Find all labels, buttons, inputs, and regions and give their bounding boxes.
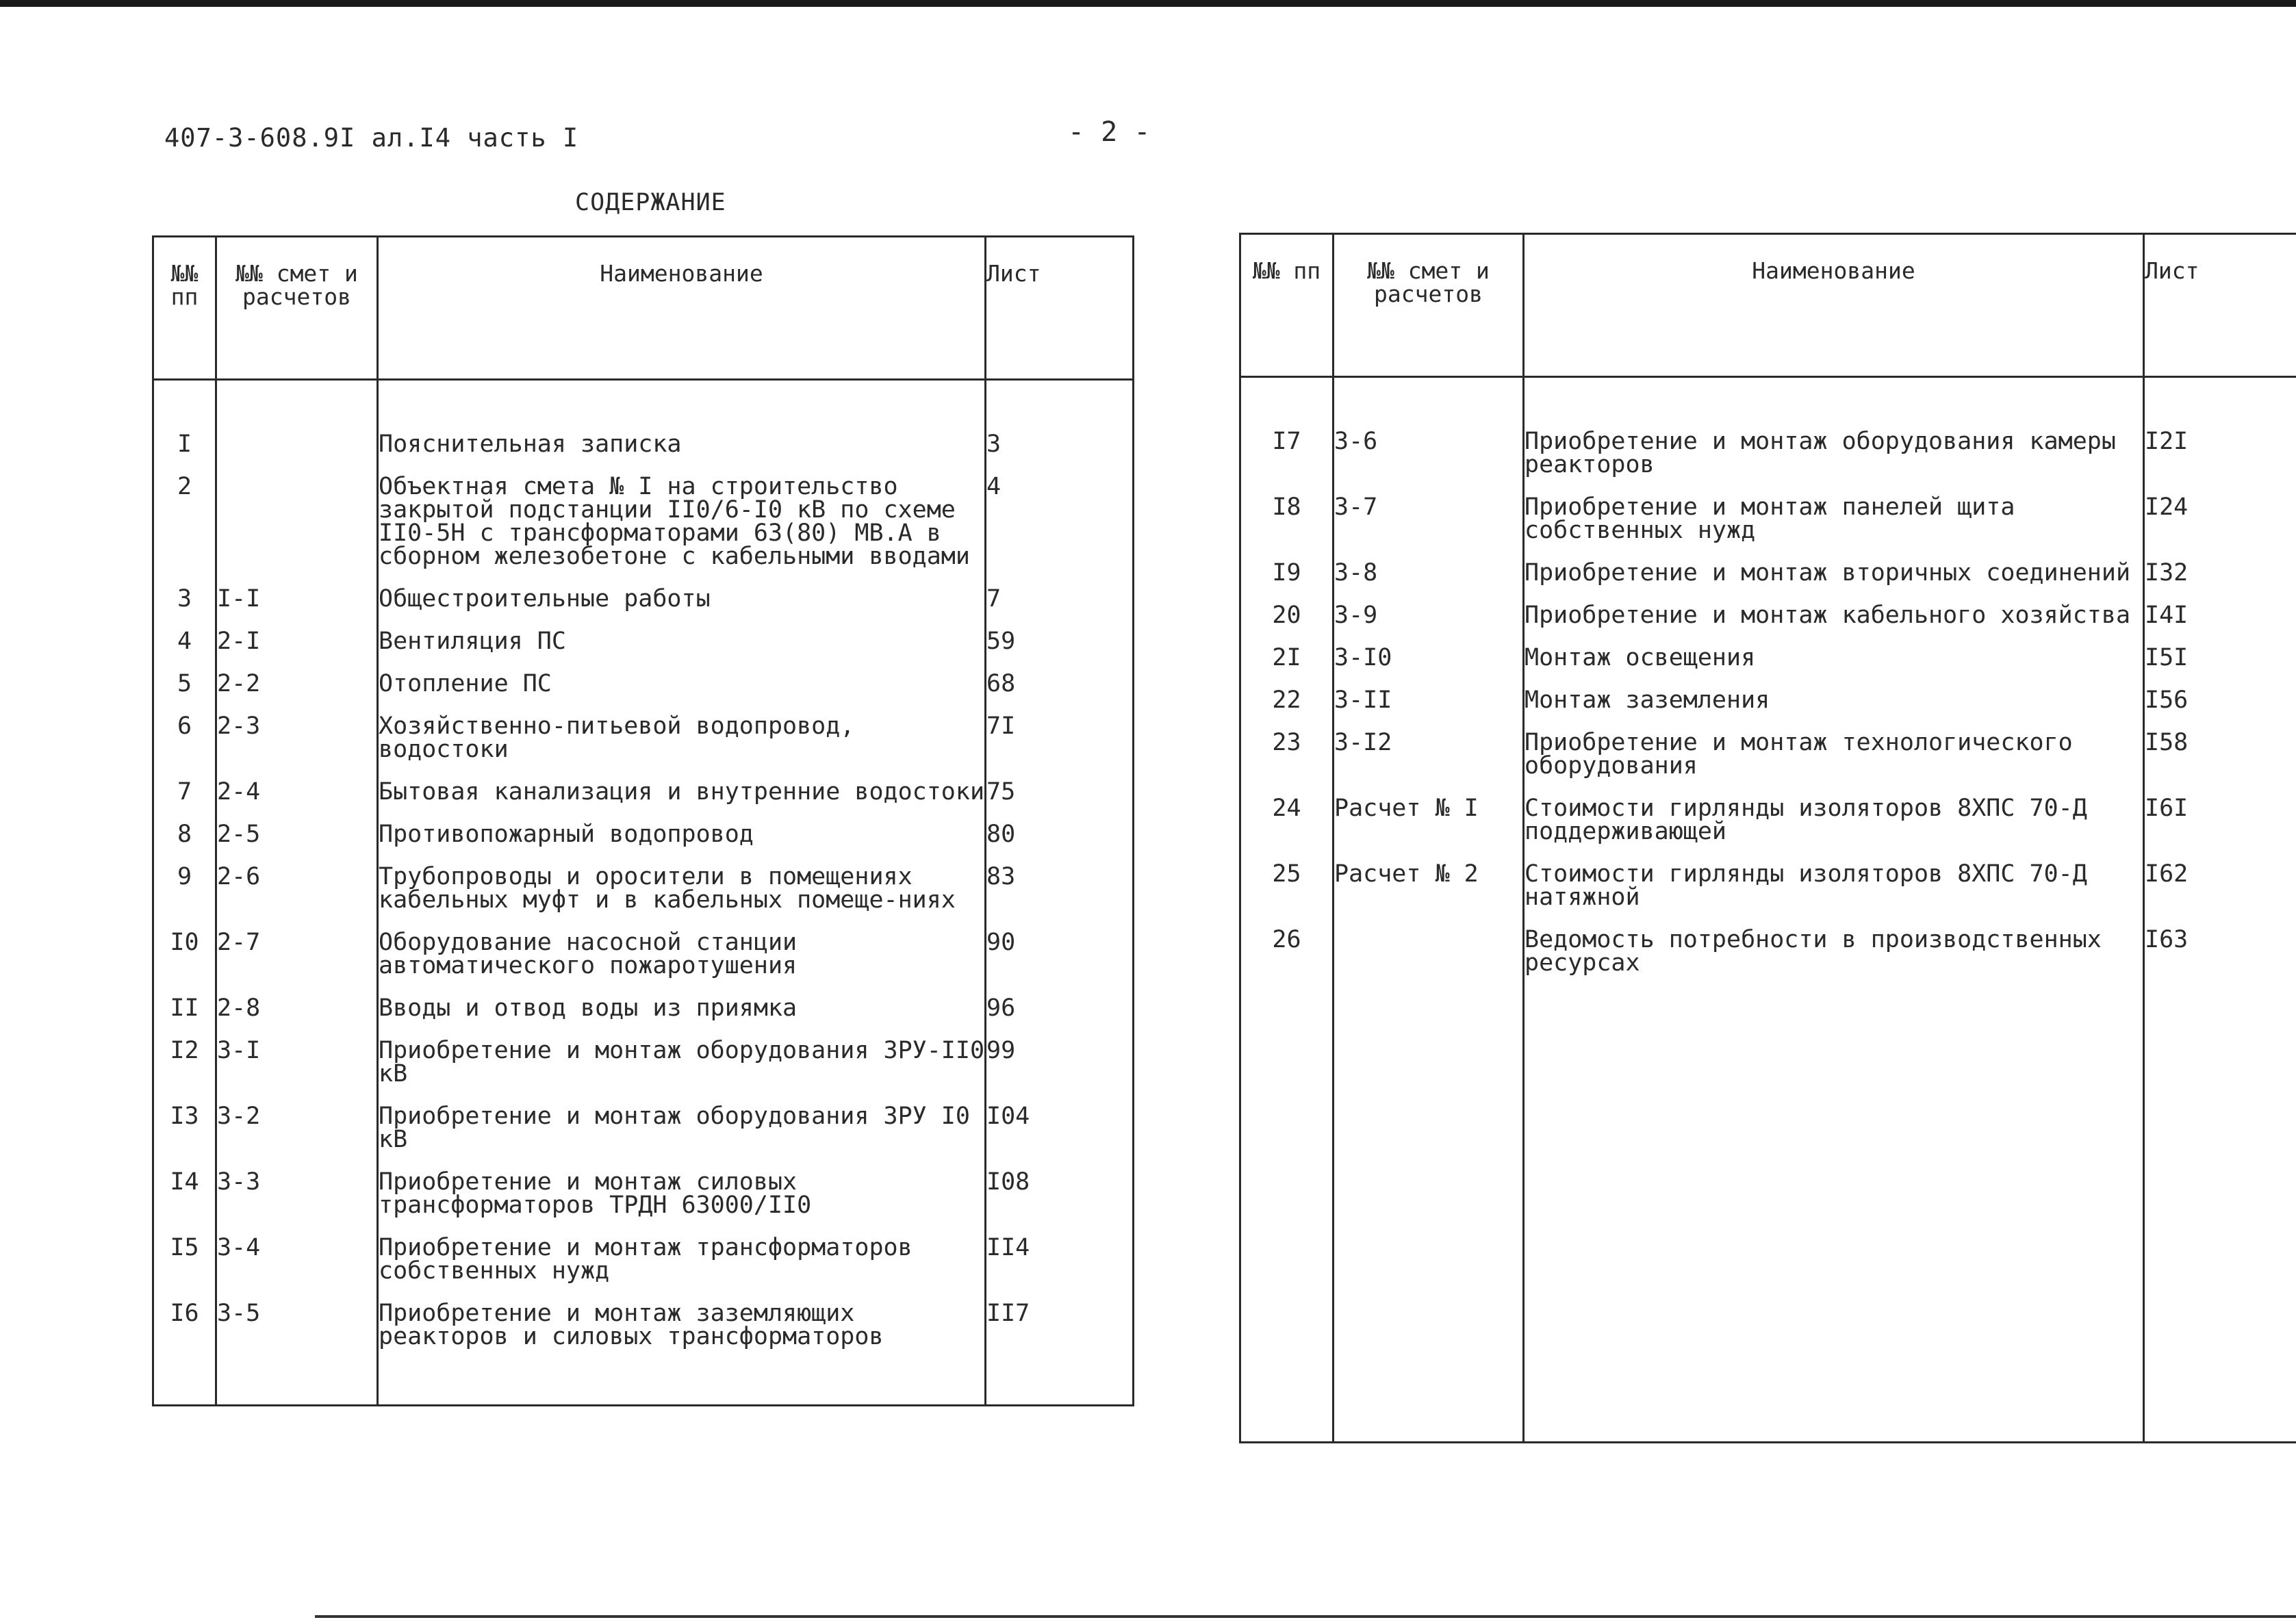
row-number: 4 bbox=[153, 620, 216, 662]
row-estimate: Расчет № I bbox=[1334, 787, 1524, 853]
row-estimate: 3-5 bbox=[216, 1292, 378, 1358]
row-estimate bbox=[216, 423, 378, 465]
row-number: I5 bbox=[153, 1226, 216, 1292]
row-name: Противопожарный водопровод bbox=[378, 813, 986, 855]
row-number: 2I bbox=[1240, 636, 1334, 679]
row-sheet: 3 bbox=[986, 423, 1134, 465]
row-sheet: 80 bbox=[986, 813, 1134, 855]
row-estimate bbox=[216, 465, 378, 578]
fill-cell bbox=[1524, 984, 2144, 1443]
row-name: Приобретение и монтаж оборудования камеры реакторов bbox=[1524, 420, 2144, 486]
row-sheet: I63 bbox=[2144, 918, 2296, 984]
scan-edge-bottom bbox=[315, 1615, 2296, 1618]
row-number: 5 bbox=[153, 662, 216, 705]
spacer-cell bbox=[1524, 377, 2144, 421]
table-spacer-row bbox=[153, 380, 1134, 424]
row-sheet: I6I bbox=[2144, 787, 2296, 853]
row-number: 6 bbox=[153, 705, 216, 771]
contents-table-right bbox=[1239, 233, 2296, 1443]
spacer-cell bbox=[216, 380, 378, 424]
table-row bbox=[153, 465, 1134, 578]
row-estimate: 3-6 bbox=[1334, 420, 1524, 486]
row-name: Монтаж заземления bbox=[1524, 679, 2144, 721]
row-sheet: I62 bbox=[2144, 853, 2296, 918]
row-name: Приобретение и монтаж панелей щита собственных нужд bbox=[1524, 486, 2144, 552]
row-sheet: I58 bbox=[2144, 721, 2296, 787]
fill-cell bbox=[216, 1358, 378, 1406]
row-sheet: I32 bbox=[2144, 552, 2296, 594]
page-title: СОДЕРЖАНИЕ bbox=[575, 189, 726, 216]
table-row bbox=[1240, 721, 2296, 787]
row-name: Оборудование насосной станции автоматического пожаротушения bbox=[378, 921, 986, 987]
row-number: I6 bbox=[153, 1292, 216, 1358]
row-number: 20 bbox=[1240, 594, 1334, 636]
row-number: 26 bbox=[1240, 918, 1334, 984]
row-sheet: 7I bbox=[986, 705, 1134, 771]
table-row bbox=[153, 578, 1134, 620]
table-row bbox=[1240, 594, 2296, 636]
row-estimate: 2-I bbox=[216, 620, 378, 662]
row-name: Приобретение и монтаж силовых трансформаторов ТРДН 63000/II0 bbox=[378, 1161, 986, 1226]
row-sheet: 83 bbox=[986, 855, 1134, 921]
row-sheet: I56 bbox=[2144, 679, 2296, 721]
row-number: I8 bbox=[1240, 486, 1334, 552]
row-estimate: I-I bbox=[216, 578, 378, 620]
header-num: №№ пп bbox=[153, 237, 216, 380]
table-row bbox=[153, 1161, 1134, 1226]
contents-table-left-body bbox=[153, 380, 1134, 1406]
header-sheet: Лист bbox=[986, 237, 1134, 380]
row-estimate bbox=[1334, 918, 1524, 984]
row-sheet: I08 bbox=[986, 1161, 1134, 1226]
table-row bbox=[1240, 787, 2296, 853]
row-name: Приобретение и монтаж кабельного хозяйства bbox=[1524, 594, 2144, 636]
row-name: Монтаж освещения bbox=[1524, 636, 2144, 679]
row-name: Отопление ПС bbox=[378, 662, 986, 705]
row-sheet: II4 bbox=[986, 1226, 1134, 1292]
row-name: Хозяйственно-питьевой водопровод, водостоки bbox=[378, 705, 986, 771]
table-row bbox=[153, 921, 1134, 987]
scan-edge-top bbox=[0, 0, 2296, 7]
row-sheet: I04 bbox=[986, 1095, 1134, 1161]
row-sheet: 68 bbox=[986, 662, 1134, 705]
fill-cell bbox=[2144, 984, 2296, 1443]
fill-cell bbox=[1334, 984, 1524, 1443]
fill-cell bbox=[153, 1358, 216, 1406]
table-row bbox=[153, 813, 1134, 855]
row-number: 24 bbox=[1240, 787, 1334, 853]
row-name: Ведомость потребности в производственных ресурсах bbox=[1524, 918, 2144, 984]
fill-cell bbox=[378, 1358, 986, 1406]
row-estimate: 3-7 bbox=[1334, 486, 1524, 552]
row-name: Пояснительная записка bbox=[378, 423, 986, 465]
table-header-row bbox=[1240, 234, 2296, 377]
row-name: Стоимости гирлянды изоляторов 8ХПС 70-Д поддерживающей bbox=[1524, 787, 2144, 853]
table-row bbox=[1240, 853, 2296, 918]
row-estimate: 3-3 bbox=[216, 1161, 378, 1226]
row-number: I2 bbox=[153, 1029, 216, 1095]
row-estimate: Расчет № 2 bbox=[1334, 853, 1524, 918]
fill-cell bbox=[986, 1358, 1134, 1406]
table-row bbox=[153, 771, 1134, 813]
spacer-cell bbox=[153, 380, 216, 424]
row-sheet: 90 bbox=[986, 921, 1134, 987]
row-number: 3 bbox=[153, 578, 216, 620]
fill-cell bbox=[1240, 984, 1334, 1443]
contents-table-right-body bbox=[1240, 377, 2296, 1443]
row-name: Приобретение и монтаж оборудования ЗРУ-II0 кВ bbox=[378, 1029, 986, 1095]
row-sheet: 7 bbox=[986, 578, 1134, 620]
row-sheet: I24 bbox=[2144, 486, 2296, 552]
header-estimate: №№ смет и расчетов bbox=[1334, 234, 1524, 377]
row-estimate: 3-9 bbox=[1334, 594, 1524, 636]
row-sheet: 75 bbox=[986, 771, 1134, 813]
table-row bbox=[1240, 420, 2296, 486]
document-code: 407-3-608.9I ал.I4 часть I bbox=[164, 123, 579, 153]
table-row bbox=[153, 1292, 1134, 1358]
table-row bbox=[153, 705, 1134, 771]
row-estimate: 3-I bbox=[216, 1029, 378, 1095]
header-sheet: Лист bbox=[2144, 234, 2296, 377]
page-number: - 2 - bbox=[1068, 116, 1151, 148]
row-estimate: 3-I2 bbox=[1334, 721, 1524, 787]
table-row bbox=[153, 423, 1134, 465]
row-name: Объектная смета № I на строительство закрытой подстанции II0/6-I0 кВ по схеме II0-5Н с трансформаторами 63(80) МВ.А в сборном железобетоне с кабельными вводами bbox=[378, 465, 986, 578]
table-row bbox=[153, 620, 1134, 662]
row-estimate: 3-2 bbox=[216, 1095, 378, 1161]
table-spacer-row bbox=[1240, 377, 2296, 421]
row-number: 25 bbox=[1240, 853, 1334, 918]
table-row bbox=[1240, 486, 2296, 552]
row-name: Трубопроводы и оросители в помещениях кабельных муфт и в кабельных помеще-ниях bbox=[378, 855, 986, 921]
row-number: I9 bbox=[1240, 552, 1334, 594]
row-sheet: II7 bbox=[986, 1292, 1134, 1358]
row-number: 9 bbox=[153, 855, 216, 921]
row-number: 8 bbox=[153, 813, 216, 855]
row-number: I bbox=[153, 423, 216, 465]
row-name: Приобретение и монтаж технологического оборудования bbox=[1524, 721, 2144, 787]
contents-table-left bbox=[152, 235, 1134, 1406]
row-name: Бытовая канализация и внутренние водостоки bbox=[378, 771, 986, 813]
row-name: Приобретение и монтаж вторичных соединений bbox=[1524, 552, 2144, 594]
row-number: 22 bbox=[1240, 679, 1334, 721]
row-estimate: 3-8 bbox=[1334, 552, 1524, 594]
header-estimate: №№ смет и расчетов bbox=[216, 237, 378, 380]
row-number: 23 bbox=[1240, 721, 1334, 787]
header-num: №№ пп bbox=[1240, 234, 1334, 377]
row-name: Вентиляция ПС bbox=[378, 620, 986, 662]
row-estimate: 3-I0 bbox=[1334, 636, 1524, 679]
header-name: Наименование bbox=[378, 237, 986, 380]
row-sheet: I4I bbox=[2144, 594, 2296, 636]
header-name: Наименование bbox=[1524, 234, 2144, 377]
row-sheet: I2I bbox=[2144, 420, 2296, 486]
spacer-cell bbox=[986, 380, 1134, 424]
row-estimate: 2-8 bbox=[216, 987, 378, 1029]
row-estimate: 2-7 bbox=[216, 921, 378, 987]
spacer-cell bbox=[2144, 377, 2296, 421]
row-sheet: 99 bbox=[986, 1029, 1134, 1095]
row-number: I3 bbox=[153, 1095, 216, 1161]
table-row bbox=[1240, 552, 2296, 594]
row-name: Стоимости гирлянды изоляторов 8ХПС 70-Д натяжной bbox=[1524, 853, 2144, 918]
table-row bbox=[1240, 918, 2296, 984]
row-number: 2 bbox=[153, 465, 216, 578]
row-sheet: 4 bbox=[986, 465, 1134, 578]
row-number: I7 bbox=[1240, 420, 1334, 486]
row-estimate: 2-2 bbox=[216, 662, 378, 705]
table-row bbox=[153, 1226, 1134, 1292]
row-number: 7 bbox=[153, 771, 216, 813]
row-number: I0 bbox=[153, 921, 216, 987]
row-name: Общестроительные работы bbox=[378, 578, 986, 620]
table-row bbox=[153, 1095, 1134, 1161]
row-estimate: 3-II bbox=[1334, 679, 1524, 721]
row-estimate: 2-6 bbox=[216, 855, 378, 921]
table-row bbox=[153, 855, 1134, 921]
table-row bbox=[153, 987, 1134, 1029]
row-sheet: I5I bbox=[2144, 636, 2296, 679]
table-row bbox=[153, 662, 1134, 705]
row-estimate: 3-4 bbox=[216, 1226, 378, 1292]
table-row bbox=[1240, 679, 2296, 721]
row-name: Вводы и отвод воды из приямка bbox=[378, 987, 986, 1029]
table-fill-row bbox=[1240, 984, 2296, 1443]
table-row bbox=[153, 1029, 1134, 1095]
row-name: Приобретение и монтаж трансформаторов собственных нужд bbox=[378, 1226, 986, 1292]
row-sheet: 96 bbox=[986, 987, 1134, 1029]
row-name: Приобретение и монтаж оборудования ЗРУ I0 кВ bbox=[378, 1095, 986, 1161]
row-number: I4 bbox=[153, 1161, 216, 1226]
row-sheet: 59 bbox=[986, 620, 1134, 662]
table-row bbox=[1240, 636, 2296, 679]
table-header-row bbox=[153, 237, 1134, 380]
row-estimate: 2-5 bbox=[216, 813, 378, 855]
table-fill-row bbox=[153, 1358, 1134, 1406]
row-estimate: 2-4 bbox=[216, 771, 378, 813]
row-estimate: 2-3 bbox=[216, 705, 378, 771]
spacer-cell bbox=[378, 380, 986, 424]
spacer-cell bbox=[1334, 377, 1524, 421]
spacer-cell bbox=[1240, 377, 1334, 421]
row-number: II bbox=[153, 987, 216, 1029]
row-name: Приобретение и монтаж заземляющих реакторов и силовых трансформаторов bbox=[378, 1292, 986, 1358]
